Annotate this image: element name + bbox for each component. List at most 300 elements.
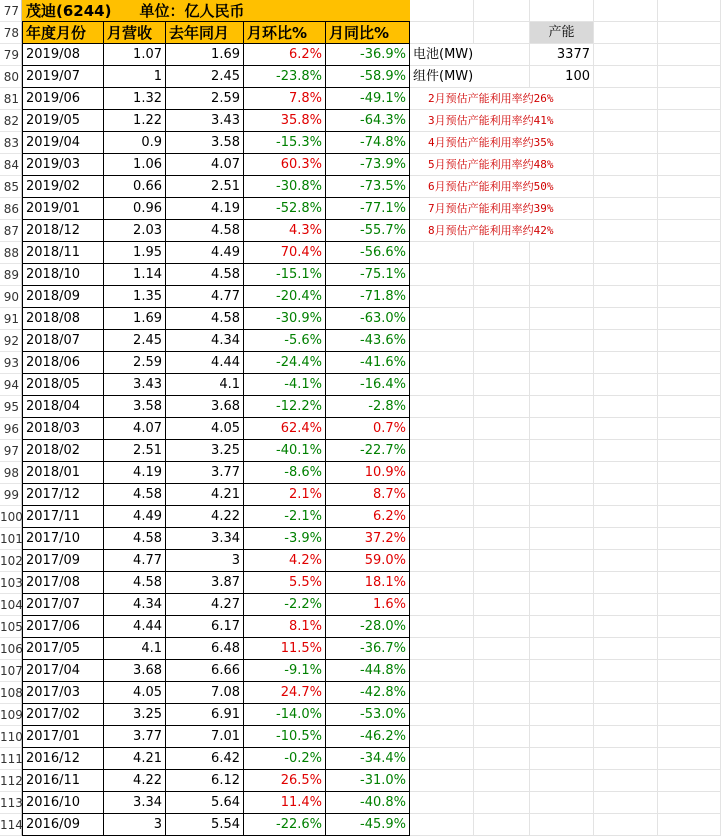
mom-cell[interactable]: -2.2% bbox=[244, 594, 326, 616]
revenue-cell[interactable]: 1.35 bbox=[104, 286, 166, 308]
month-cell[interactable]: 2018/01 bbox=[22, 462, 104, 484]
month-cell[interactable]: 2017/07 bbox=[22, 594, 104, 616]
empty-cell[interactable] bbox=[594, 88, 658, 110]
empty-cell[interactable] bbox=[658, 88, 721, 110]
yoy-cell[interactable]: -73.9% bbox=[326, 154, 410, 176]
revenue-cell[interactable]: 1.69 bbox=[104, 308, 166, 330]
capacity-value[interactable]: 3377 bbox=[530, 44, 594, 66]
empty-cell[interactable] bbox=[658, 352, 721, 374]
yoy-cell[interactable]: -64.3% bbox=[326, 110, 410, 132]
month-cell[interactable]: 2016/10 bbox=[22, 792, 104, 814]
empty-cell[interactable] bbox=[530, 704, 594, 726]
prior-year-cell[interactable]: 7.08 bbox=[166, 682, 244, 704]
revenue-cell[interactable]: 1.07 bbox=[104, 44, 166, 66]
mom-cell[interactable]: -10.5% bbox=[244, 726, 326, 748]
yoy-cell[interactable]: -22.7% bbox=[326, 440, 410, 462]
prior-year-cell[interactable]: 3 bbox=[166, 550, 244, 572]
month-cell[interactable]: 2018/09 bbox=[22, 286, 104, 308]
empty-cell[interactable] bbox=[474, 550, 530, 572]
empty-cell[interactable] bbox=[474, 462, 530, 484]
yoy-cell[interactable]: -42.8% bbox=[326, 682, 410, 704]
revenue-cell[interactable]: 1.95 bbox=[104, 242, 166, 264]
revenue-cell[interactable]: 3.58 bbox=[104, 396, 166, 418]
empty-cell[interactable] bbox=[530, 330, 594, 352]
empty-cell[interactable] bbox=[594, 528, 658, 550]
empty-cell[interactable] bbox=[658, 110, 721, 132]
month-cell[interactable]: 2017/05 bbox=[22, 638, 104, 660]
empty-cell[interactable] bbox=[594, 726, 658, 748]
month-cell[interactable]: 2018/10 bbox=[22, 264, 104, 286]
revenue-cell[interactable]: 0.96 bbox=[104, 198, 166, 220]
revenue-cell[interactable]: 0.9 bbox=[104, 132, 166, 154]
empty-cell[interactable] bbox=[658, 242, 721, 264]
empty-cell[interactable] bbox=[474, 22, 530, 44]
month-cell[interactable]: 2017/11 bbox=[22, 506, 104, 528]
empty-cell[interactable] bbox=[530, 506, 594, 528]
empty-cell[interactable] bbox=[658, 286, 721, 308]
row-number[interactable]: 78 bbox=[0, 22, 22, 44]
empty-cell[interactable] bbox=[410, 704, 474, 726]
empty-cell[interactable] bbox=[530, 440, 594, 462]
empty-cell[interactable] bbox=[594, 660, 658, 682]
empty-cell[interactable] bbox=[474, 308, 530, 330]
yoy-cell[interactable]: -34.4% bbox=[326, 748, 410, 770]
empty-cell[interactable] bbox=[658, 22, 721, 44]
empty-cell[interactable] bbox=[474, 638, 530, 660]
empty-cell[interactable] bbox=[474, 396, 530, 418]
prior-year-cell[interactable]: 4.07 bbox=[166, 154, 244, 176]
revenue-cell[interactable]: 3.77 bbox=[104, 726, 166, 748]
empty-cell[interactable] bbox=[658, 66, 721, 88]
row-number[interactable]: 80 bbox=[0, 66, 22, 88]
mom-cell[interactable]: -14.0% bbox=[244, 704, 326, 726]
column-header[interactable]: 年度月份 bbox=[22, 22, 104, 44]
row-number[interactable]: 95 bbox=[0, 396, 22, 418]
yoy-cell[interactable]: 10.9% bbox=[326, 462, 410, 484]
empty-cell[interactable] bbox=[594, 242, 658, 264]
empty-cell[interactable] bbox=[410, 22, 474, 44]
month-cell[interactable]: 2016/09 bbox=[22, 814, 104, 836]
revenue-cell[interactable]: 1.14 bbox=[104, 264, 166, 286]
empty-cell[interactable] bbox=[594, 66, 658, 88]
prior-year-cell[interactable]: 4.58 bbox=[166, 264, 244, 286]
empty-cell[interactable] bbox=[594, 792, 658, 814]
month-cell[interactable]: 2017/06 bbox=[22, 616, 104, 638]
row-number[interactable]: 103 bbox=[0, 572, 22, 594]
empty-cell[interactable] bbox=[474, 242, 530, 264]
empty-cell[interactable] bbox=[410, 286, 474, 308]
revenue-cell[interactable]: 3.34 bbox=[104, 792, 166, 814]
empty-cell[interactable] bbox=[658, 594, 721, 616]
empty-cell[interactable] bbox=[658, 176, 721, 198]
empty-cell[interactable] bbox=[658, 132, 721, 154]
empty-cell[interactable] bbox=[658, 572, 721, 594]
month-cell[interactable]: 2018/07 bbox=[22, 330, 104, 352]
yoy-cell[interactable]: -53.0% bbox=[326, 704, 410, 726]
yoy-cell[interactable]: 6.2% bbox=[326, 506, 410, 528]
row-number[interactable]: 81 bbox=[0, 88, 22, 110]
empty-cell[interactable] bbox=[658, 682, 721, 704]
month-cell[interactable]: 2017/08 bbox=[22, 572, 104, 594]
empty-cell[interactable] bbox=[410, 528, 474, 550]
empty-cell[interactable] bbox=[530, 396, 594, 418]
utilization-note[interactable]: 5月预估产能利用率约48% bbox=[410, 154, 594, 176]
empty-cell[interactable] bbox=[410, 308, 474, 330]
empty-cell[interactable] bbox=[594, 396, 658, 418]
row-number[interactable]: 105 bbox=[0, 616, 22, 638]
mom-cell[interactable]: 35.8% bbox=[244, 110, 326, 132]
column-header[interactable]: 月环比% bbox=[244, 22, 326, 44]
utilization-note[interactable]: 7月预估产能利用率约39% bbox=[410, 198, 594, 220]
yoy-cell[interactable]: 8.7% bbox=[326, 484, 410, 506]
row-number[interactable]: 97 bbox=[0, 440, 22, 462]
month-cell[interactable]: 2019/04 bbox=[22, 132, 104, 154]
empty-cell[interactable] bbox=[530, 286, 594, 308]
row-number[interactable]: 111 bbox=[0, 748, 22, 770]
empty-cell[interactable] bbox=[530, 594, 594, 616]
empty-cell[interactable] bbox=[594, 572, 658, 594]
empty-cell[interactable] bbox=[658, 220, 721, 242]
row-number[interactable]: 90 bbox=[0, 286, 22, 308]
empty-cell[interactable] bbox=[658, 704, 721, 726]
empty-cell[interactable] bbox=[474, 0, 530, 22]
empty-cell[interactable] bbox=[530, 308, 594, 330]
empty-cell[interactable] bbox=[410, 330, 474, 352]
row-number[interactable]: 92 bbox=[0, 330, 22, 352]
revenue-cell[interactable]: 4.58 bbox=[104, 572, 166, 594]
row-number[interactable]: 85 bbox=[0, 176, 22, 198]
empty-cell[interactable] bbox=[594, 440, 658, 462]
month-cell[interactable]: 2018/06 bbox=[22, 352, 104, 374]
empty-cell[interactable] bbox=[530, 484, 594, 506]
revenue-cell[interactable]: 2.45 bbox=[104, 330, 166, 352]
yoy-cell[interactable]: -36.7% bbox=[326, 638, 410, 660]
yoy-cell[interactable]: -77.1% bbox=[326, 198, 410, 220]
empty-cell[interactable] bbox=[658, 198, 721, 220]
row-number[interactable]: 79 bbox=[0, 44, 22, 66]
mom-cell[interactable]: -15.1% bbox=[244, 264, 326, 286]
empty-cell[interactable] bbox=[530, 726, 594, 748]
mom-cell[interactable]: 4.3% bbox=[244, 220, 326, 242]
prior-year-cell[interactable]: 6.48 bbox=[166, 638, 244, 660]
empty-cell[interactable] bbox=[410, 506, 474, 528]
revenue-cell[interactable]: 4.58 bbox=[104, 528, 166, 550]
month-cell[interactable]: 2018/05 bbox=[22, 374, 104, 396]
empty-cell[interactable] bbox=[594, 462, 658, 484]
prior-year-cell[interactable]: 1.69 bbox=[166, 44, 244, 66]
yoy-cell[interactable]: -55.7% bbox=[326, 220, 410, 242]
revenue-cell[interactable]: 1 bbox=[104, 66, 166, 88]
mom-cell[interactable]: -12.2% bbox=[244, 396, 326, 418]
yoy-cell[interactable]: -73.5% bbox=[326, 176, 410, 198]
empty-cell[interactable] bbox=[594, 704, 658, 726]
empty-cell[interactable] bbox=[474, 792, 530, 814]
empty-cell[interactable] bbox=[658, 396, 721, 418]
row-number[interactable]: 77 bbox=[0, 0, 22, 22]
yoy-cell[interactable]: -40.8% bbox=[326, 792, 410, 814]
yoy-cell[interactable]: -36.9% bbox=[326, 44, 410, 66]
empty-cell[interactable] bbox=[594, 22, 658, 44]
revenue-cell[interactable]: 4.44 bbox=[104, 616, 166, 638]
revenue-cell[interactable]: 4.19 bbox=[104, 462, 166, 484]
revenue-cell[interactable]: 4.05 bbox=[104, 682, 166, 704]
empty-cell[interactable] bbox=[658, 154, 721, 176]
column-header[interactable]: 去年同月 bbox=[166, 22, 244, 44]
yoy-cell[interactable]: -43.6% bbox=[326, 330, 410, 352]
empty-cell[interactable] bbox=[594, 418, 658, 440]
row-number[interactable]: 93 bbox=[0, 352, 22, 374]
empty-cell[interactable] bbox=[658, 638, 721, 660]
empty-cell[interactable] bbox=[474, 770, 530, 792]
empty-cell[interactable] bbox=[410, 462, 474, 484]
empty-cell[interactable] bbox=[410, 374, 474, 396]
revenue-cell[interactable]: 2.03 bbox=[104, 220, 166, 242]
yoy-cell[interactable]: -63.0% bbox=[326, 308, 410, 330]
empty-cell[interactable] bbox=[530, 374, 594, 396]
prior-year-cell[interactable]: 3.77 bbox=[166, 462, 244, 484]
mom-cell[interactable]: 60.3% bbox=[244, 154, 326, 176]
prior-year-cell[interactable]: 2.59 bbox=[166, 88, 244, 110]
empty-cell[interactable] bbox=[658, 308, 721, 330]
yoy-cell[interactable]: 37.2% bbox=[326, 528, 410, 550]
revenue-cell[interactable]: 1.32 bbox=[104, 88, 166, 110]
mom-cell[interactable]: 7.8% bbox=[244, 88, 326, 110]
empty-cell[interactable] bbox=[410, 616, 474, 638]
revenue-cell[interactable]: 4.34 bbox=[104, 594, 166, 616]
empty-cell[interactable] bbox=[594, 374, 658, 396]
empty-cell[interactable] bbox=[410, 748, 474, 770]
revenue-cell[interactable]: 4.22 bbox=[104, 770, 166, 792]
yoy-cell[interactable]: -58.9% bbox=[326, 66, 410, 88]
empty-cell[interactable] bbox=[658, 0, 721, 22]
empty-cell[interactable] bbox=[410, 440, 474, 462]
yoy-cell[interactable]: -31.0% bbox=[326, 770, 410, 792]
empty-cell[interactable] bbox=[530, 770, 594, 792]
row-number[interactable]: 108 bbox=[0, 682, 22, 704]
revenue-cell[interactable]: 2.51 bbox=[104, 440, 166, 462]
row-number[interactable]: 84 bbox=[0, 154, 22, 176]
yoy-cell[interactable]: -71.8% bbox=[326, 286, 410, 308]
capacity-label[interactable]: 电池(MW) bbox=[410, 44, 530, 66]
empty-cell[interactable] bbox=[530, 616, 594, 638]
row-number[interactable]: 106 bbox=[0, 638, 22, 660]
revenue-cell[interactable]: 3 bbox=[104, 814, 166, 836]
mom-cell[interactable]: -30.9% bbox=[244, 308, 326, 330]
prior-year-cell[interactable]: 2.45 bbox=[166, 66, 244, 88]
empty-cell[interactable] bbox=[474, 528, 530, 550]
column-header[interactable]: 月同比% bbox=[326, 22, 410, 44]
empty-cell[interactable] bbox=[594, 506, 658, 528]
empty-cell[interactable] bbox=[594, 352, 658, 374]
row-number[interactable]: 101 bbox=[0, 528, 22, 550]
revenue-cell[interactable]: 4.77 bbox=[104, 550, 166, 572]
month-cell[interactable]: 2018/12 bbox=[22, 220, 104, 242]
revenue-cell[interactable]: 0.66 bbox=[104, 176, 166, 198]
yoy-cell[interactable]: -46.2% bbox=[326, 726, 410, 748]
mom-cell[interactable]: 5.5% bbox=[244, 572, 326, 594]
month-cell[interactable]: 2018/04 bbox=[22, 396, 104, 418]
mom-cell[interactable]: 8.1% bbox=[244, 616, 326, 638]
mom-cell[interactable]: -20.4% bbox=[244, 286, 326, 308]
month-cell[interactable]: 2018/02 bbox=[22, 440, 104, 462]
month-cell[interactable]: 2016/12 bbox=[22, 748, 104, 770]
prior-year-cell[interactable]: 4.49 bbox=[166, 242, 244, 264]
row-number[interactable]: 99 bbox=[0, 484, 22, 506]
empty-cell[interactable] bbox=[474, 660, 530, 682]
empty-cell[interactable] bbox=[474, 616, 530, 638]
revenue-cell[interactable]: 3.25 bbox=[104, 704, 166, 726]
empty-cell[interactable] bbox=[530, 550, 594, 572]
empty-cell[interactable] bbox=[658, 462, 721, 484]
yoy-cell[interactable]: -49.1% bbox=[326, 88, 410, 110]
utilization-note[interactable]: 6月预估产能利用率约50% bbox=[410, 176, 594, 198]
yoy-cell[interactable]: -56.6% bbox=[326, 242, 410, 264]
empty-cell[interactable] bbox=[410, 550, 474, 572]
empty-cell[interactable] bbox=[594, 154, 658, 176]
empty-cell[interactable] bbox=[658, 264, 721, 286]
prior-year-cell[interactable]: 5.54 bbox=[166, 814, 244, 836]
empty-cell[interactable] bbox=[410, 814, 474, 836]
prior-year-cell[interactable]: 6.91 bbox=[166, 704, 244, 726]
mom-cell[interactable]: -3.9% bbox=[244, 528, 326, 550]
mom-cell[interactable]: 11.4% bbox=[244, 792, 326, 814]
empty-cell[interactable] bbox=[410, 638, 474, 660]
empty-cell[interactable] bbox=[594, 594, 658, 616]
month-cell[interactable]: 2017/02 bbox=[22, 704, 104, 726]
empty-cell[interactable] bbox=[474, 748, 530, 770]
empty-cell[interactable] bbox=[474, 814, 530, 836]
month-cell[interactable]: 2019/06 bbox=[22, 88, 104, 110]
empty-cell[interactable] bbox=[658, 528, 721, 550]
utilization-note[interactable]: 8月预估产能利用率约42% bbox=[410, 220, 594, 242]
yoy-cell[interactable]: -28.0% bbox=[326, 616, 410, 638]
revenue-cell[interactable]: 3.43 bbox=[104, 374, 166, 396]
empty-cell[interactable] bbox=[410, 484, 474, 506]
empty-cell[interactable] bbox=[594, 176, 658, 198]
prior-year-cell[interactable]: 3.58 bbox=[166, 132, 244, 154]
yoy-cell[interactable]: -75.1% bbox=[326, 264, 410, 286]
empty-cell[interactable] bbox=[594, 308, 658, 330]
empty-cell[interactable] bbox=[594, 484, 658, 506]
yoy-cell[interactable]: 1.6% bbox=[326, 594, 410, 616]
mom-cell[interactable]: -23.8% bbox=[244, 66, 326, 88]
empty-cell[interactable] bbox=[474, 440, 530, 462]
empty-cell[interactable] bbox=[594, 286, 658, 308]
empty-cell[interactable] bbox=[474, 484, 530, 506]
empty-cell[interactable] bbox=[410, 396, 474, 418]
row-number[interactable]: 98 bbox=[0, 462, 22, 484]
mom-cell[interactable]: 62.4% bbox=[244, 418, 326, 440]
row-number[interactable]: 82 bbox=[0, 110, 22, 132]
empty-cell[interactable] bbox=[658, 550, 721, 572]
empty-cell[interactable] bbox=[594, 198, 658, 220]
prior-year-cell[interactable]: 6.17 bbox=[166, 616, 244, 638]
prior-year-cell[interactable]: 2.51 bbox=[166, 176, 244, 198]
row-number[interactable]: 102 bbox=[0, 550, 22, 572]
empty-cell[interactable] bbox=[658, 770, 721, 792]
empty-cell[interactable] bbox=[594, 638, 658, 660]
empty-cell[interactable] bbox=[410, 572, 474, 594]
empty-cell[interactable] bbox=[530, 242, 594, 264]
yoy-cell[interactable]: -2.8% bbox=[326, 396, 410, 418]
row-number[interactable]: 83 bbox=[0, 132, 22, 154]
revenue-cell[interactable]: 1.06 bbox=[104, 154, 166, 176]
prior-year-cell[interactable]: 4.44 bbox=[166, 352, 244, 374]
utilization-note[interactable]: 4月预估产能利用率约35% bbox=[410, 132, 594, 154]
mom-cell[interactable]: -0.2% bbox=[244, 748, 326, 770]
row-number[interactable]: 113 bbox=[0, 792, 22, 814]
empty-cell[interactable] bbox=[594, 132, 658, 154]
row-number[interactable]: 86 bbox=[0, 198, 22, 220]
capacity-value[interactable]: 100 bbox=[530, 66, 594, 88]
empty-cell[interactable] bbox=[658, 726, 721, 748]
revenue-cell[interactable]: 4.49 bbox=[104, 506, 166, 528]
prior-year-cell[interactable]: 4.27 bbox=[166, 594, 244, 616]
month-cell[interactable]: 2018/11 bbox=[22, 242, 104, 264]
month-cell[interactable]: 2017/09 bbox=[22, 550, 104, 572]
empty-cell[interactable] bbox=[594, 770, 658, 792]
prior-year-cell[interactable]: 4.58 bbox=[166, 220, 244, 242]
empty-cell[interactable] bbox=[658, 506, 721, 528]
prior-year-cell[interactable]: 7.01 bbox=[166, 726, 244, 748]
mom-cell[interactable]: 24.7% bbox=[244, 682, 326, 704]
empty-cell[interactable] bbox=[530, 264, 594, 286]
empty-cell[interactable] bbox=[530, 682, 594, 704]
empty-cell[interactable] bbox=[658, 792, 721, 814]
empty-cell[interactable] bbox=[474, 506, 530, 528]
empty-cell[interactable] bbox=[594, 264, 658, 286]
empty-cell[interactable] bbox=[658, 440, 721, 462]
empty-cell[interactable] bbox=[474, 572, 530, 594]
row-number[interactable]: 89 bbox=[0, 264, 22, 286]
prior-year-cell[interactable]: 4.19 bbox=[166, 198, 244, 220]
prior-year-cell[interactable]: 3.25 bbox=[166, 440, 244, 462]
empty-cell[interactable] bbox=[410, 242, 474, 264]
row-number[interactable]: 110 bbox=[0, 726, 22, 748]
empty-cell[interactable] bbox=[658, 616, 721, 638]
prior-year-cell[interactable]: 4.34 bbox=[166, 330, 244, 352]
empty-cell[interactable] bbox=[474, 726, 530, 748]
prior-year-cell[interactable]: 4.21 bbox=[166, 484, 244, 506]
prior-year-cell[interactable]: 4.05 bbox=[166, 418, 244, 440]
month-cell[interactable]: 2016/11 bbox=[22, 770, 104, 792]
mom-cell[interactable]: -9.1% bbox=[244, 660, 326, 682]
row-number[interactable]: 96 bbox=[0, 418, 22, 440]
empty-cell[interactable] bbox=[530, 572, 594, 594]
revenue-cell[interactable]: 4.1 bbox=[104, 638, 166, 660]
empty-cell[interactable] bbox=[594, 814, 658, 836]
empty-cell[interactable] bbox=[658, 330, 721, 352]
empty-cell[interactable] bbox=[410, 792, 474, 814]
empty-cell[interactable] bbox=[474, 286, 530, 308]
month-cell[interactable]: 2018/03 bbox=[22, 418, 104, 440]
empty-cell[interactable] bbox=[474, 264, 530, 286]
revenue-cell[interactable]: 4.07 bbox=[104, 418, 166, 440]
empty-cell[interactable] bbox=[594, 110, 658, 132]
empty-cell[interactable] bbox=[530, 462, 594, 484]
prior-year-cell[interactable]: 3.34 bbox=[166, 528, 244, 550]
row-number[interactable]: 107 bbox=[0, 660, 22, 682]
empty-cell[interactable] bbox=[530, 792, 594, 814]
month-cell[interactable]: 2017/04 bbox=[22, 660, 104, 682]
empty-cell[interactable] bbox=[474, 330, 530, 352]
title-bar[interactable] bbox=[22, 0, 410, 22]
empty-cell[interactable] bbox=[410, 418, 474, 440]
empty-cell[interactable] bbox=[594, 616, 658, 638]
empty-cell[interactable] bbox=[658, 374, 721, 396]
empty-cell[interactable] bbox=[594, 550, 658, 572]
prior-year-cell[interactable]: 4.22 bbox=[166, 506, 244, 528]
